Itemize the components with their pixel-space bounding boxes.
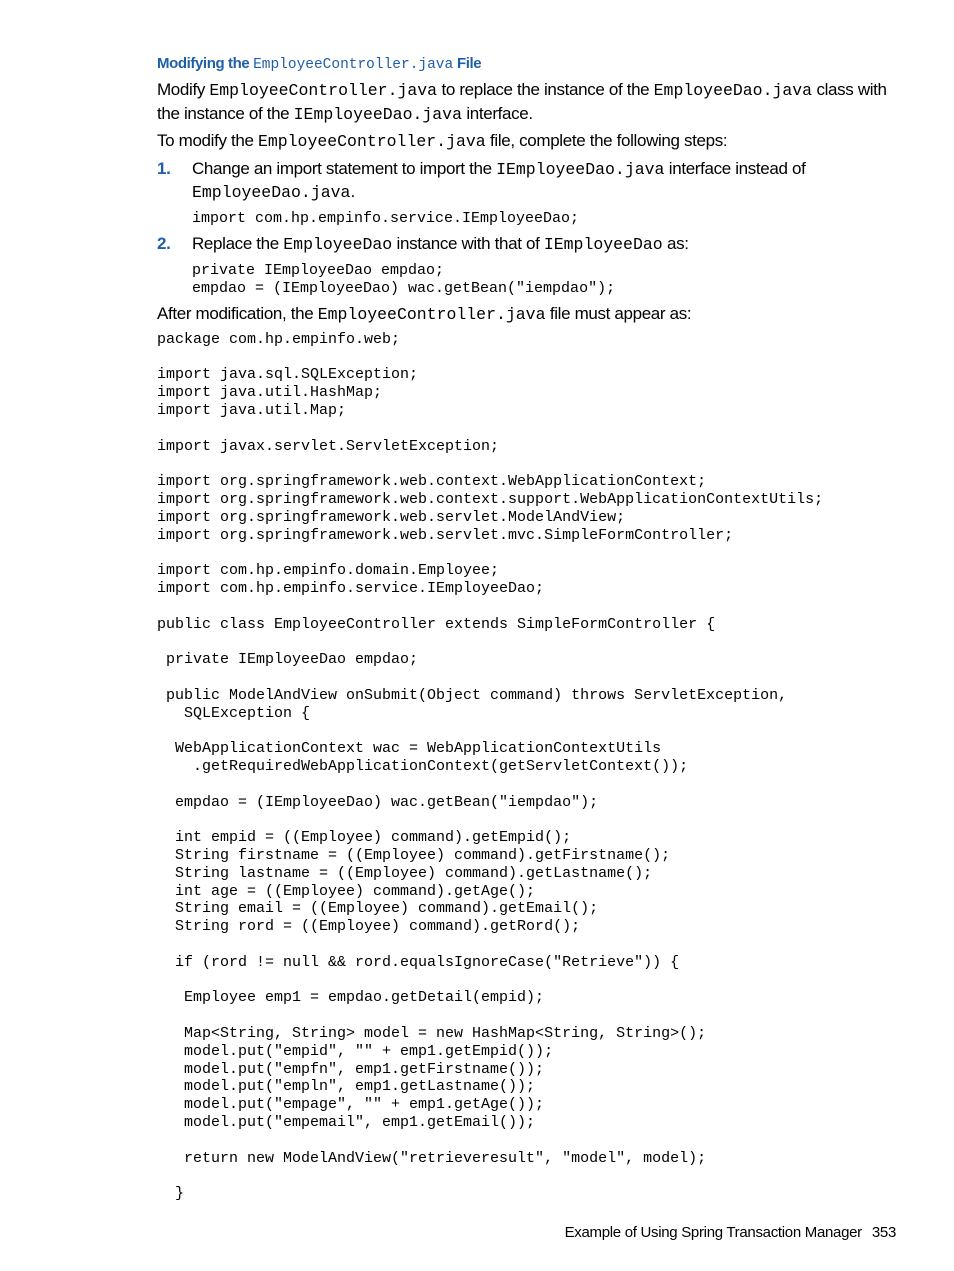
step-code-block: private IEmployeeDao empdao; empdao = (IEmployeeDao) wac.getBean("iempdao"); [192,261,616,297]
inline-code: IEmployeeDao [543,235,663,255]
after-text: After modification, the [157,304,318,324]
intro-text: Modify [157,80,210,99]
step-item [157,233,902,257]
page-number: 353 [871,1224,896,1241]
section-heading [157,54,902,75]
intro-paragraph [157,79,902,126]
section-heading-prefix: Modifying the [157,55,254,72]
section-heading-filename: EmployeeController.java [253,57,454,73]
steps-intro-text: To modify the [157,131,258,150]
step-text: Change an import statement to import the [192,158,497,178]
inline-code: EmployeeController.java [209,81,438,100]
steps-intro-paragraph [157,130,902,154]
step-item [157,158,902,205]
inline-code: IEmployeeDao.java [293,104,462,124]
inline-code: EmployeeDao.java [192,183,351,202]
inline-code: EmployeeDao.java [653,81,813,100]
steps-list [157,158,902,298]
intro-text: class with the instance of the [157,80,887,123]
step-number: 1. [157,158,171,178]
step-text: . [350,182,355,201]
after-text: file must appear as: [545,304,692,324]
document-page [157,54,902,1203]
step-code-block: import com.hp.empinfo.service.IEmployeeDao; [192,209,580,227]
after-paragraph [157,303,902,327]
steps-intro-text: file, complete the following steps: [485,131,728,150]
section-heading-suffix: File [453,55,482,72]
step-text: as: [662,234,689,254]
footer-title: Example of Using Spring Transaction Manager [564,1224,862,1241]
intro-text: to replace the instance of the [437,80,654,99]
inline-code: EmployeeController.java [257,132,486,151]
step-text: Replace the [192,234,284,254]
inline-code: EmployeeDao [283,235,393,255]
inline-code: IEmployeeDao.java [496,159,665,179]
page-footer [565,1223,896,1243]
step-text: instance with that of [392,234,544,254]
java-code-listing: package com.hp.empinfo.web; import java.sql.SQLException; import java.util.HashMap; import java.util.Map; import javax.servlet.ServletException; import org.springframework.web.context.WebApplicationContext; import org.springframework.web.context.support.WebApplicationContextUtils; import org.springframework.web.servlet.ModelAndView; import org.springframework.web.servlet.mvc.SimpleFormController; import com.hp.empinfo.domain.Employee; import com.hp.empinfo.service.IEmployeeDao; public class EmployeeController extends SimpleFormController { private IEmployeeDao empdao; public ModelAndView onSubmit(Object command) throws ServletException, SQLException { WebApplicationContext wac = WebApplicationContextUtils .getRequiredWebApplicationContext(getServletContext()); empdao = (IEmployeeDao) wac.getBean("iempdao"); int empid = ((Employee) command).getEmpid(); String firstname = ((Employee) command).getFirstname(); String lastname = ((Employee) command).getLastname(); int age = ((Employee) command).getAge(); String email = ((Employee) command).getEmail(); String rord = ((Employee) command).getRord(); if (rord != null && rord.equalsIgnoreCase("Retrieve")) { Employee emp1 = empdao.getDetail(empid); Map<String, String> model = new HashMap<String, String>(); model.put("empid", "" + emp1.getEmpid()); model.put("empfn", emp1.getFirstname()); model.put("empln", emp1.getLastname()); model.put("empage", "" + emp1.getAge()); model.put("empemail", emp1.getEmail()); return new ModelAndView("retrieveresult", "model", model); } [157,330,824,1203]
intro-text: interface. [461,103,533,123]
step-text: interface instead of [664,158,806,178]
inline-code: EmployeeController.java [317,305,546,325]
step-number: 2. [157,234,171,254]
